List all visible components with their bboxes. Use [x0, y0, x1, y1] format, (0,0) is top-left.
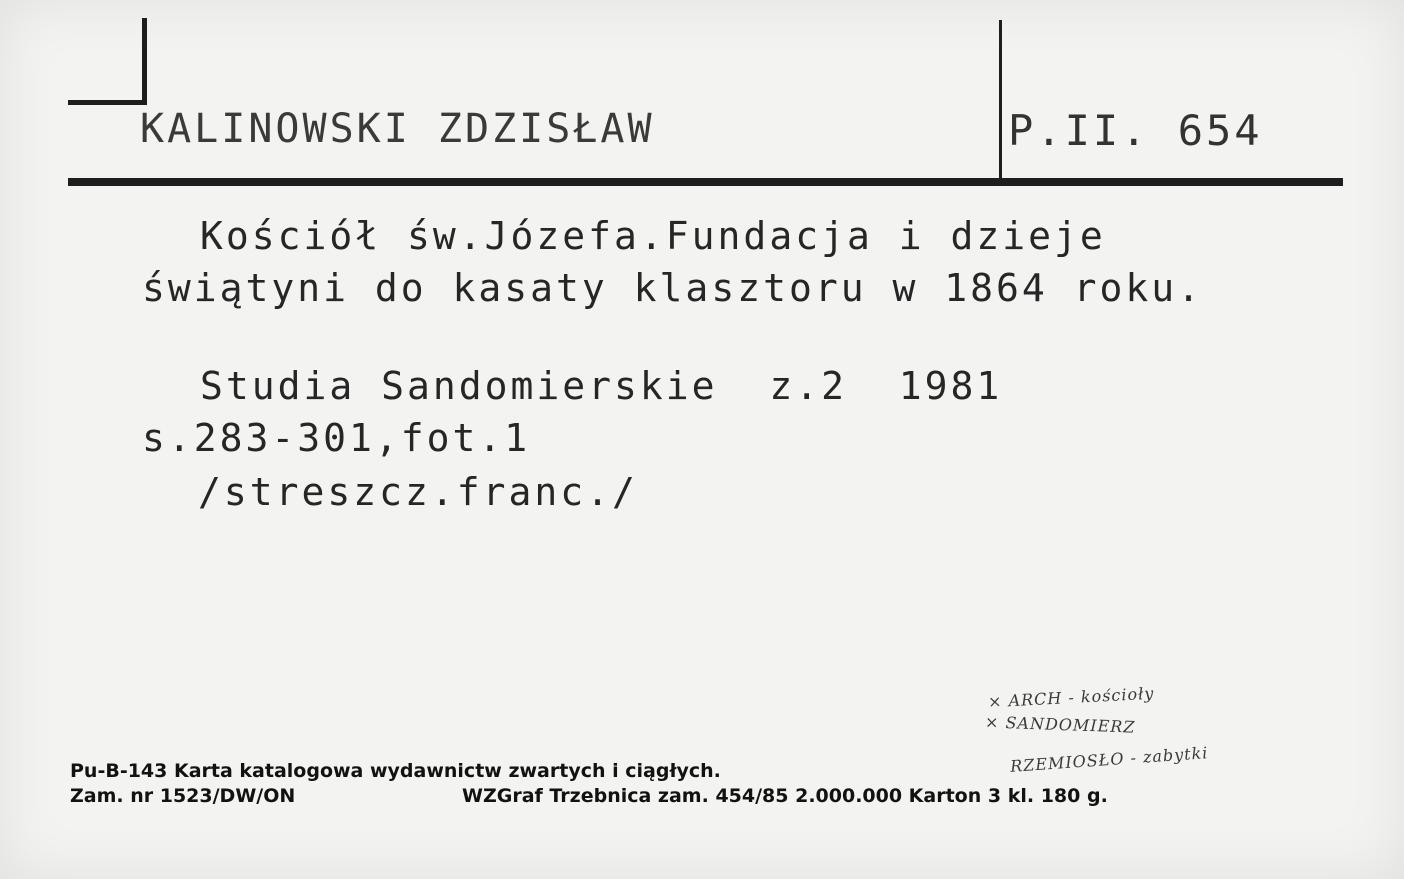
- handwritten-subject-3: RZEMIOSŁO - zabytki: [1009, 743, 1209, 776]
- source-line: Studia Sandomierskie z.2 1981: [200, 364, 1003, 408]
- printer-footer-order: Zam. nr 1523/DW/ON: [70, 785, 296, 807]
- title-line-2: świątyni do kasaty klasztoru w 1864 roku.: [142, 266, 1203, 310]
- corner-rule-vertical: [142, 18, 147, 103]
- call-number: P.II. 654: [1008, 106, 1263, 155]
- handwritten-subject-1: × ARCH - kościoły: [987, 683, 1155, 712]
- heading-rule: [68, 178, 1343, 186]
- printer-footer-imprint: WZGraf Trzebnica zam. 454/85 2.000.000 Karton 3 kl. 180 g.: [462, 785, 1108, 807]
- corner-rule-horizontal: [68, 100, 147, 105]
- handwritten-subject-2: × SANDOMIERZ: [984, 712, 1136, 737]
- summary-note: /streszcz.franc./: [198, 470, 638, 514]
- call-number-divider: [999, 20, 1002, 180]
- title-line-1: Kościół św.Józefa.Fundacja i dzieje: [200, 214, 1106, 258]
- author-heading: KALINOWSKI ZDZISŁAW: [140, 106, 655, 152]
- pages-line: s.283-301,fot.1: [142, 416, 531, 460]
- printer-footer-line-1: Pu-B-143 Karta katalogowa wydawnictw zwartych i ciągłych.: [70, 760, 721, 782]
